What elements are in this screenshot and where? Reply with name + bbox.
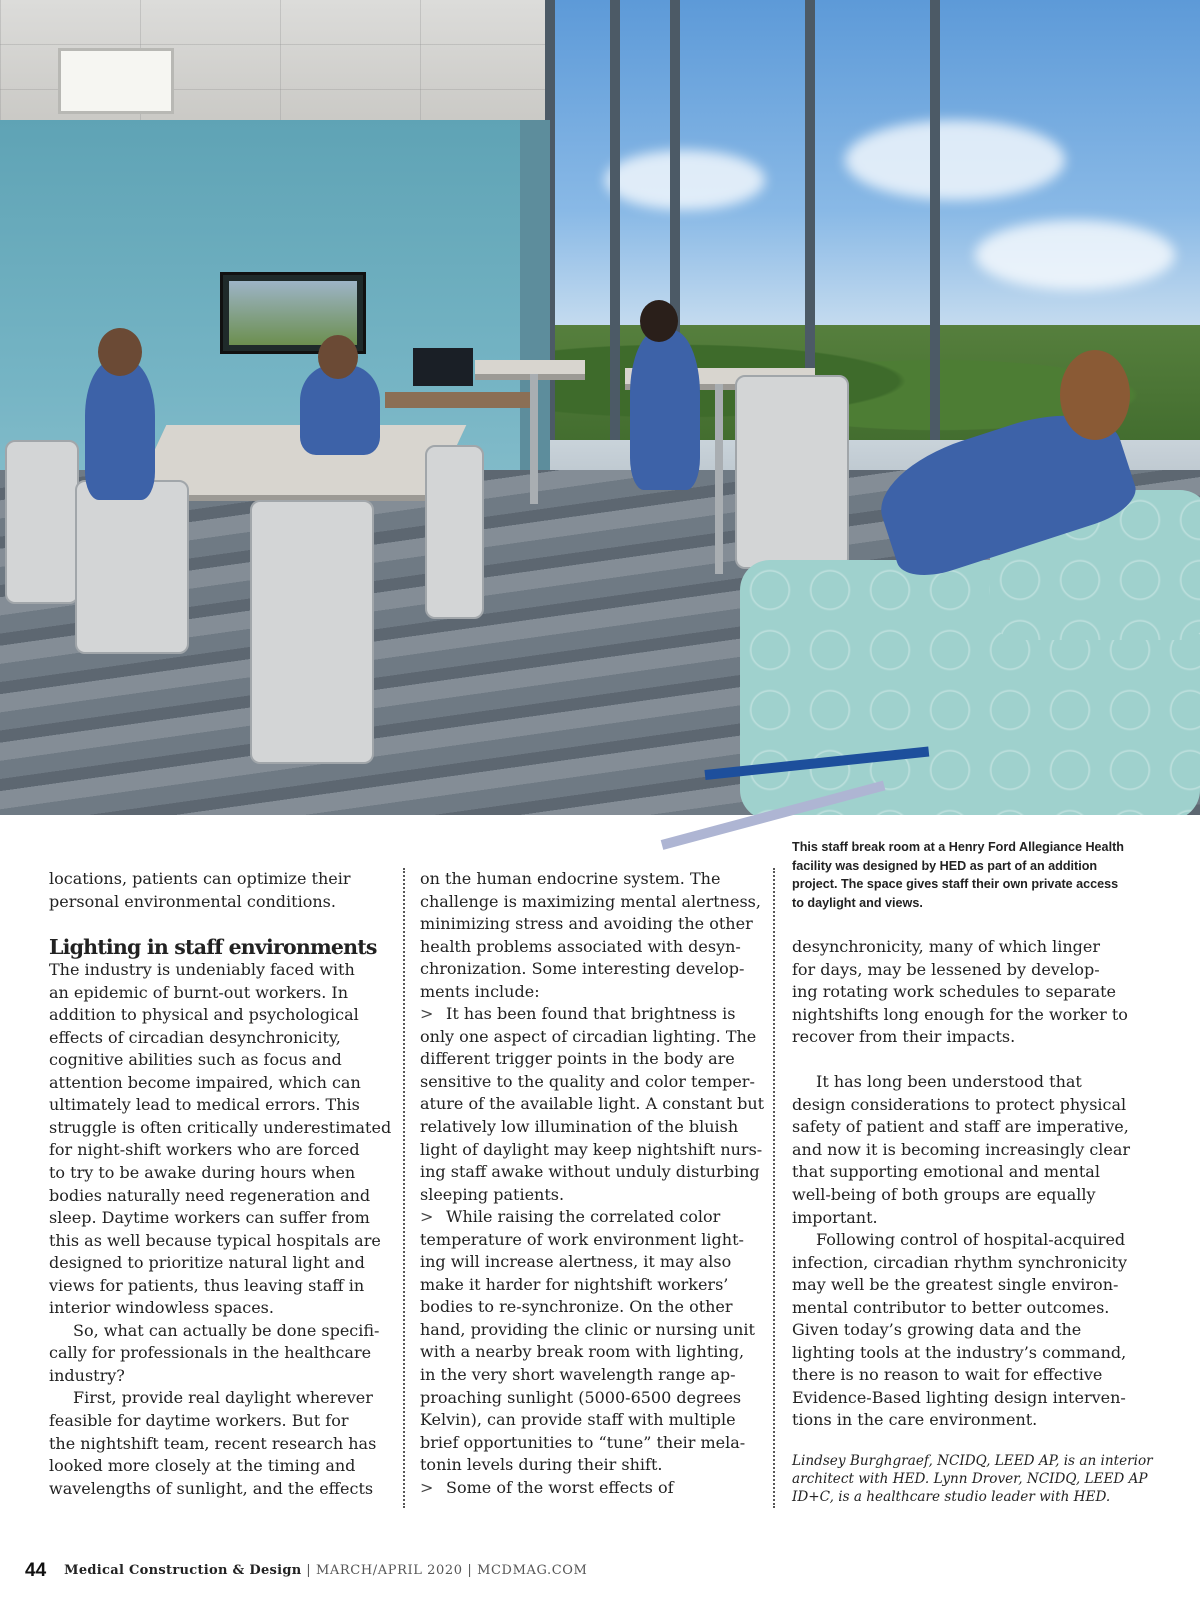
chair: [5, 440, 79, 604]
nurse-on-phone: [630, 330, 700, 490]
text-line: Lindsey Burghgraef, NCIDQ, LEED AP, is an interior: [792, 1453, 1153, 1470]
text-line: sleep. Daytime workers can suffer from: [49, 1208, 370, 1228]
text-line: proaching sunlight (5000-6500 degrees: [420, 1387, 742, 1407]
bullet-marker: >: [420, 1477, 434, 1497]
text-line: struggle is often critically underestimated: [49, 1117, 392, 1137]
text-line: tions in the care environment.: [792, 1410, 1038, 1430]
text-line: hand, providing the clinic or nursing unit: [420, 1319, 755, 1339]
nurse-head: [318, 335, 358, 379]
text-line: desynchronicity, many of which linger: [792, 937, 1100, 956]
column-3: [792, 936, 1153, 1506]
bullet-item: [420, 1477, 758, 1500]
column-1: [49, 868, 392, 1500]
column-divider: [403, 868, 405, 1508]
text-line: industry?: [49, 1365, 125, 1385]
text-line: cally for professionals in the healthcare: [49, 1343, 372, 1363]
chair: [250, 500, 374, 764]
text-line: sensitive to the quality and color temper-: [420, 1071, 755, 1091]
text-line: Some of the worst effects of: [446, 1477, 674, 1497]
text-line: safety of patient and staff are imperative,: [792, 1117, 1129, 1137]
text-line: effects of circadian desynchronicity,: [49, 1027, 341, 1047]
text-line: Given today’s growing data and the: [792, 1320, 1082, 1340]
text-line: Following control of hospital-acquired: [816, 1230, 1126, 1250]
window-mullion: [930, 0, 940, 470]
text-line: It has been found that brightness is: [446, 1004, 736, 1024]
text-line: mental contributor to better outcomes.: [792, 1297, 1110, 1317]
counter: [385, 392, 535, 408]
text-line: that supporting emotional and mental: [792, 1162, 1100, 1182]
paragraph: [420, 868, 761, 1003]
text-line: recover from their impacts.: [792, 1027, 1016, 1047]
issue-info: | MARCH/APRIL 2020 | MCDMAG.COM: [301, 1563, 588, 1578]
text-line: for days, may be lessened by develop-: [792, 959, 1100, 979]
text-line: nightshifts long enough for the worker to: [792, 1004, 1128, 1024]
text-line: on the human endocrine system. The: [420, 869, 721, 888]
text-line: temperature of work environment light-: [420, 1229, 744, 1249]
page-footer: [25, 1560, 587, 1582]
text-line: lighting tools at the industry’s command,: [792, 1342, 1127, 1362]
text-line: ID+C, is a healthcare studio leader with HED.: [792, 1489, 1111, 1506]
ceiling-light: [58, 48, 174, 114]
nurse-head: [640, 300, 678, 342]
text-line: addition to physical and psychological: [49, 1005, 359, 1025]
text-line: attention become impaired, which can: [49, 1072, 361, 1092]
computer-monitor: [413, 348, 473, 386]
text-line: different trigger points in the body are: [420, 1049, 735, 1069]
text-line: challenge is maximizing mental alertness,: [420, 891, 761, 911]
text-line: architect with HED. Lynn Drover, NCIDQ, LEED AP: [792, 1471, 1148, 1488]
bullet-marker: >: [420, 1004, 434, 1024]
text-line: there is no reason to wait for effective: [792, 1365, 1103, 1385]
text-line: ing rotating work schedules to separate: [792, 982, 1117, 1002]
chair: [425, 445, 484, 619]
text-line: locations, patients can optimize their: [49, 869, 351, 888]
high-table: [475, 360, 585, 374]
text-line: While raising the correlated color: [446, 1207, 721, 1227]
section-heading: Lighting in staff environments: [49, 935, 377, 960]
text-line: to try to be awake during hours when: [49, 1163, 356, 1183]
magazine-title: Medical Construction & Design: [64, 1563, 302, 1578]
text-line: infection, circadian rhythm synchronicity: [792, 1252, 1127, 1272]
text-line: for night-shift workers who are forced: [49, 1140, 360, 1160]
stool: [735, 375, 849, 569]
paragraph: [49, 868, 385, 913]
text-line: bodies to re-synchronize. On the other: [420, 1297, 733, 1317]
text-line: relatively low illumination of the bluish: [420, 1117, 739, 1137]
text-line: ature of the available light. A constant but: [420, 1094, 765, 1114]
paragraph: [49, 1320, 385, 1388]
text-line: Evidence-Based lighting design interven-: [792, 1387, 1126, 1407]
text-line: light of daylight may keep nightshift nurs-: [420, 1139, 763, 1159]
text-line: design considerations to protect physical: [792, 1094, 1127, 1114]
text-line: designed to prioritize natural light and: [49, 1253, 365, 1273]
text-line: So, what can actually be done specifi-: [73, 1320, 380, 1340]
text-line: feasible for daytime workers. But for: [49, 1411, 349, 1431]
text-line: make it harder for nightshift workers’: [420, 1274, 729, 1294]
text-line: in the very short wavelength range ap-: [420, 1365, 736, 1385]
text-line: an epidemic of burnt-out workers. In: [49, 982, 349, 1002]
text-line: ultimately lead to medical errors. This: [49, 1095, 360, 1115]
paragraph: [792, 1229, 1128, 1432]
page-number: 44: [25, 1560, 47, 1581]
nurse-head: [98, 328, 142, 376]
text-line: brief opportunities to “tune” their mela-: [420, 1432, 746, 1452]
text-line: personal environmental conditions.: [49, 891, 336, 911]
text-line: ments include:: [420, 981, 540, 1001]
text-line: only one aspect of circadian lighting. The: [420, 1026, 757, 1046]
paragraph: [49, 959, 392, 1320]
chair: [75, 480, 189, 654]
text-line: sleeping patients.: [420, 1184, 565, 1204]
text-line: and now it is becoming increasingly clear: [792, 1139, 1131, 1159]
bullet-item: [420, 1003, 765, 1206]
seated-nurse: [85, 360, 155, 500]
photo-caption: This staff break room at a Henry Ford Allegiance Health facility was designed by HED as part of an addition project. The space gives staff their own private access to daylight and views.: [792, 840, 1124, 910]
text-line: cognitive abilities such as focus and: [49, 1050, 342, 1070]
table-leg: [715, 384, 723, 574]
text-line: views for patients, thus leaving staff in: [49, 1275, 365, 1295]
text-line: the nightshift team, recent research has: [49, 1433, 377, 1453]
text-line: bodies naturally need regeneration and: [49, 1185, 371, 1205]
text-line: chronization. Some interesting develop-: [420, 959, 745, 979]
text-line: ing will increase alertness, it may also: [420, 1252, 732, 1272]
paragraph: [792, 1071, 1131, 1229]
text-line: health problems associated with desyn-: [420, 936, 741, 956]
text-line: interior windowless spaces.: [49, 1298, 274, 1318]
text-line: this as well because typical hospitals are: [49, 1230, 381, 1250]
column-2: [420, 868, 765, 1499]
table-leg: [530, 374, 538, 504]
text-line: wavelengths of sunlight, and the effects: [49, 1478, 374, 1498]
author-credit: [792, 1452, 1153, 1506]
column-divider: [773, 868, 775, 1508]
window-mullion: [610, 0, 620, 470]
text-line: First, provide real daylight wherever: [73, 1388, 373, 1408]
text-line: ing staff awake without unduly disturbing: [420, 1162, 760, 1182]
text-line: may well be the greatest single environ-: [792, 1275, 1119, 1295]
bullet-marker: >: [420, 1207, 434, 1227]
paragraph: [792, 936, 1128, 1049]
text-line: Kelvin), can provide staff with multiple: [420, 1410, 736, 1430]
text-line: It has long been understood that: [816, 1072, 1082, 1092]
text-line: well-being of both groups are equally: [792, 1185, 1096, 1205]
text-line: important.: [792, 1207, 878, 1227]
bullet-item: [420, 1206, 758, 1477]
nurse-head: [1060, 350, 1130, 440]
text-line: minimizing stress and avoiding the other: [420, 914, 753, 934]
text-line: The industry is undeniably faced with: [49, 960, 355, 980]
text-line: looked more closely at the timing and: [49, 1456, 356, 1476]
text-line: with a nearby break room with lighting,: [420, 1342, 745, 1362]
text-line: tonin levels during their shift.: [420, 1455, 663, 1475]
paragraph: [49, 1387, 385, 1500]
